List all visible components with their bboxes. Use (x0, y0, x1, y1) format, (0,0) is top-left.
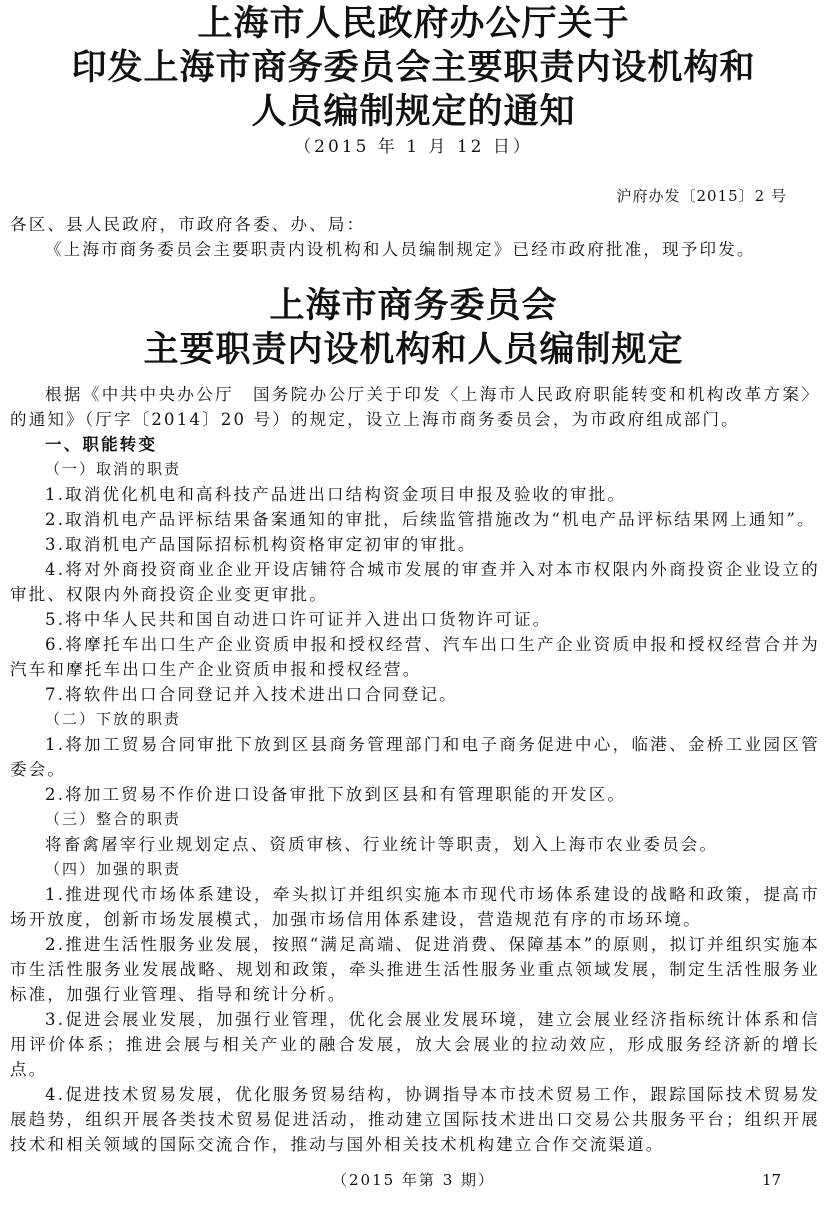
paragraph: 7.将软件出口合同登记并入技术进出口合同登记。 (45, 685, 458, 704)
notice-title-line-3: 人员编制规定的通知 (251, 91, 576, 132)
section-heading: 一、职能转变 (45, 435, 158, 454)
subsection-heading: （三）整合的职责 (45, 810, 182, 828)
paragraph: 4.将对外商投资商业企业开设店铺符合城市发展的审查并入对本市权限内外商投资企业设立的审批、权限内外商投资企业变更审批。 (10, 560, 820, 604)
page-footer (0, 1167, 827, 1193)
notice-date: （2015 年 1 月 12 日） (294, 137, 533, 157)
paragraph: 6.将摩托车出口生产企业资质申报和授权经营、汽车出口生产企业资质申报和授权经营合并为汽车和摩托车出口生产企业资质申报和授权经营。 (10, 635, 820, 679)
paragraph: 4.促进技术贸易发展，优化服务贸易结构，协调指导本市技术贸易工作，跟踪国际技术贸易发展趋势，组织开展各类技术贸易促进活动，推动建立国际技术进出口交易公共服务平台；组织开展技术和相关领域的国际交流合作，推动与国外相关技术机构建立合作交流渠道。 (10, 1085, 820, 1154)
paragraph: 1.取消优化机电和高科技产品进出口结构资金项目申报及验收的审批。 (45, 485, 627, 504)
paragraph: 2.推进生活性服务业发展，按照“满足高端、促进消费、保障基本”的原则，拟订并组织实施本市生活性服务业发展战略、规划和政策，牵头推进生活性服务业重点领域发展，制定生活性服务业标准，加强行业管理、指导和统计分析。 (10, 935, 820, 1004)
paragraph: 1.将加工贸易合同审批下放到区县商务管理部门和电子商务促进中心，临港、金桥工业园区管委会。 (10, 735, 820, 779)
paragraph: 3.取消机电产品国际招标机构资格审定初审的审批。 (45, 535, 477, 554)
paragraph: 5.将中华人民共和国自动进口许可证并入进出口货物许可证。 (45, 610, 552, 629)
subsection-heading: （四）加强的职责 (45, 860, 182, 878)
paragraph: 3.促进会展业发展，加强行业管理，优化会展业发展环境，建立会展业经济指标统计体系和信用评价体系；推进会展与相关产业的融合发展，放大会展业的拉动效应，形成服务经济新的增长点。 (10, 1010, 820, 1079)
addressee: 各区、县人民政府，市政府各委、办、局： (10, 215, 366, 234)
page-number: 17 (762, 1171, 782, 1189)
subsection-heading: （一）取消的职责 (45, 460, 182, 478)
document-number: 沪府办发〔2015〕2 号 (616, 187, 787, 205)
notice-title-line-2: 印发上海市商务委员会主要职责内设机构和 (71, 47, 756, 88)
paragraph: 2.取消机电产品评标结果备案通知的审批，后续监管措施改为“机电产品评标结果网上通知”。 (45, 510, 816, 529)
intro-paragraph: 《上海市商务委员会主要职责内设机构和人员编制规定》已经市政府批准，现予印发。 (45, 240, 756, 259)
subsection-heading: （二）下放的职责 (45, 710, 182, 728)
section-title (0, 284, 827, 372)
section-title-line-1: 上海市商务委员会 (269, 285, 558, 326)
paragraph: 1.推进现代市场体系建设，牵头拟订并组织实施本市现代市场体系建设的战略和政策，提高市场开放度，创新市场发展模式，加强市场信用体系建设，营造规范有序的市场环境。 (10, 885, 820, 929)
paragraph: 2.将加工贸易不作价进口设备审批下放到区县和有管理职能的开发区。 (45, 785, 627, 804)
intro-block (10, 212, 820, 262)
main-body (10, 382, 820, 1157)
section-title-line-2: 主要职责内设机构和人员编制规定 (143, 329, 684, 370)
issue-footer: （2015 年第 3 期） (331, 1171, 496, 1189)
paragraph: 将畜禽屠宰行业规划定点、资质审核、行业统计等职责，划入上海市农业委员会。 (45, 835, 719, 854)
notice-title-line-1: 上海市人民政府办公厅关于 (197, 3, 630, 44)
paragraph: 根据《中共中央办公厅 国务院办公厅关于印发〈上海市人民政府职能转变和机构改革方案〉的通知》（厅字〔2014〕20 号）的规定，设立上海市商务委员会，为市政府组成部门。 (10, 385, 820, 429)
